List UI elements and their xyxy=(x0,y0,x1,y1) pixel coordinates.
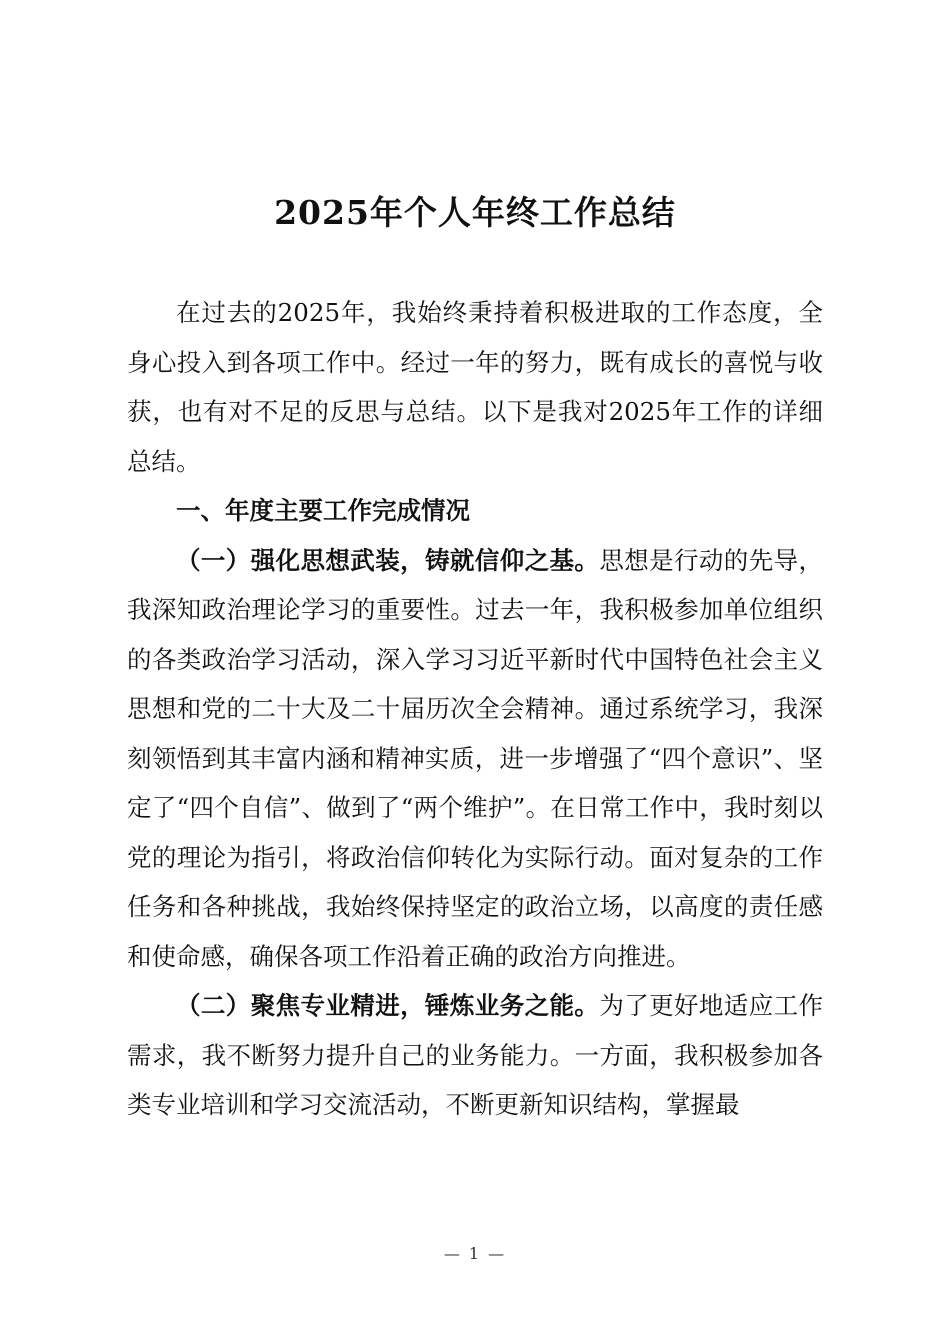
section-heading: 一、年度主要工作完成情况 xyxy=(176,496,470,525)
item1-paragraph xyxy=(127,536,823,982)
item2-paragraph xyxy=(127,981,823,1130)
intro-paragraph: 在过去的2025年，我始终秉持着积极进取的工作态度，全身心投入到各项工作中。经过一年的努力，既有成长的喜悦与收获，也有对不足的反思与总结。以下是我对2025年工作的详细总结。 xyxy=(127,298,823,476)
item2-lead: （二）聚焦专业精进，锤炼业务之能。 xyxy=(176,991,600,1020)
document-body xyxy=(127,288,823,1130)
page-number: — 1 — xyxy=(443,1244,507,1263)
item2-body: 为了更好地适应工作需求，我不断努力提升自己的业务能力。一方面，我积极参加各类专业培训和学习交流活动，不断更新知识结构，掌握最 xyxy=(127,991,824,1119)
document-title: 2025年个人年终工作总结 xyxy=(274,193,676,232)
item1-lead: （一）强化思想武装，铸就信仰之基。 xyxy=(176,545,600,575)
item1-body: 思想是行动的先导，我深知政治理论学习的重要性。过去一年，我积极参加单位组织的各类政治学习活动，深入学习习近平新时代中国特色社会主义思想和党的二十大及二十届历次全会精神。通过系统学习，我深刻领悟到其丰富内涵和精神实质，进一步增强了“四个意识”、坚定了“四个自信”、做到了“两个维护”。在日常工作中，我时刻以党的理论为指引，将政治信仰转化为实际行动。面对复杂的工作任务和各种挑战，我始终保持坚定的政治立场，以高度的责任感和使命感，确保各项工作沿着正确的政治方向推进。 xyxy=(127,545,824,971)
